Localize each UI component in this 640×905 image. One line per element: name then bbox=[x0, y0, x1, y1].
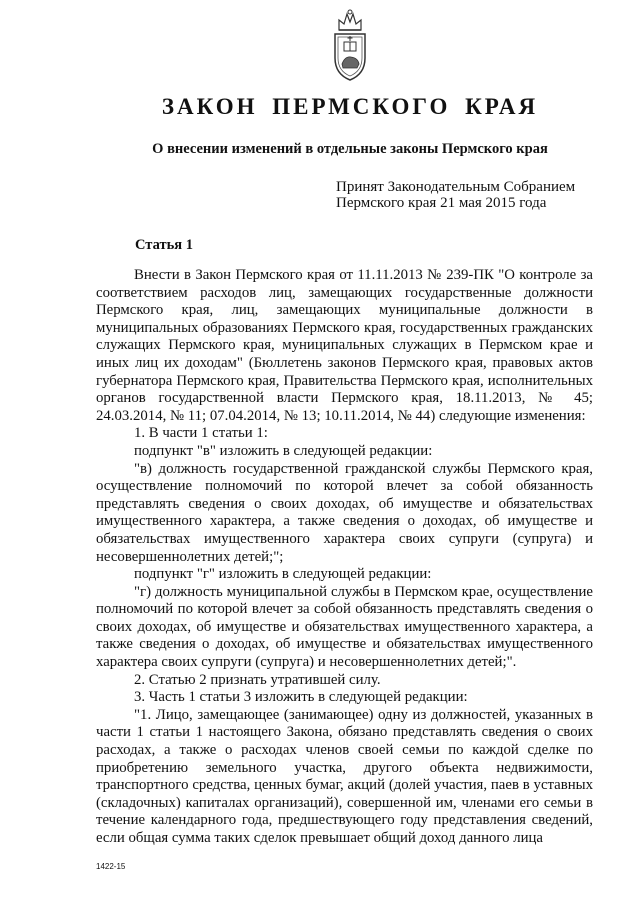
adoption-line-2: Пермского края 21 мая 2015 года bbox=[336, 194, 547, 211]
paragraph: Внести в Закон Пермского края от 11.11.2013 № 239-ПК "О контроле за соответствием расходов лиц, замещающих государственные должности Пермского края, лиц, замещающих муниципальные должности в муниципальных образованиях Пермского края, государственных гражданских служащих Пермского края, муниципальных служащих в Пермском крае и иных лиц их доходам" (Бюллетень законов Пермского края, правовых актов губернатора Пермского края, Правительства Пермского края, исполнительных органов государственной власти Пермского края, 18.11.2013, № 45; 24.03.2014, № 11; 07.04.2014, № 13; 10.11.2014, № 44) следующие изменения: bbox=[96, 267, 593, 424]
paragraph: 2. Статью 2 признать утратившей силу. bbox=[134, 671, 381, 688]
document-code: 1422-15 bbox=[96, 862, 126, 871]
paragraph: подпункт "в" изложить в следующей редакции: bbox=[134, 442, 433, 459]
adoption-note bbox=[336, 180, 586, 211]
adoption-line-1: Принят Законодательным Собранием bbox=[336, 179, 576, 195]
paragraph: "в) должность государственной гражданской службы Пермского края, осуществление полномочий по которой влечет за собой обязанность представлять сведения о своих доходах, об имуществе и обязательствах имущественного характера, а также сведения о доходах, об имуществе и обязательствах имущественного характера своих супруги (супруга) и несовершеннолетних детей;"; bbox=[96, 460, 593, 565]
coat-of-arms-icon bbox=[331, 8, 369, 82]
paragraph: подпункт "г" изложить в следующей редакции: bbox=[134, 566, 432, 583]
paragraph: "г) должность муниципальной службы в Пермском крае, осуществление полномочий по которой влечет за собой обязанность представлять сведения о своих доходах, об имуществе и обязательствах имущественного характера, а также сведения о доходах, об имуществе и обязательствах имущественного характера своих супруги (супруга) и несовершеннолетних детей;". bbox=[96, 583, 593, 671]
law-subtitle: О внесении изменений в отдельные законы Пермского края bbox=[152, 141, 548, 157]
article-heading: Статья 1 bbox=[135, 237, 193, 253]
article-body bbox=[96, 267, 593, 848]
paragraph: 3. Часть 1 статьи 3 изложить в следующей редакции: bbox=[134, 689, 468, 706]
paragraph: "1. Лицо, замещающее (занимающее) одну из должностей, указанных в части 1 статьи 1 настоящего Закона, обязано представлять сведения о своих расходах, а также о расходах членов своей семьи по каждой сделке по приобретению земельного участка, другого объекта недвижимости, транспортного средства, ценных бумаг, акций (долей участия, паев в уставных (складочных) капиталах организаций), совершенной им, членами его семьи в течение календарного года, предшествующего году представления сведений, если общая сумма таких сделок превышает общий доход данного лица bbox=[96, 706, 593, 846]
paragraph: 1. В части 1 статьи 1: bbox=[134, 425, 268, 442]
law-title: ЗАКОН ПЕРМСКОГО КРАЯ bbox=[161, 94, 539, 119]
